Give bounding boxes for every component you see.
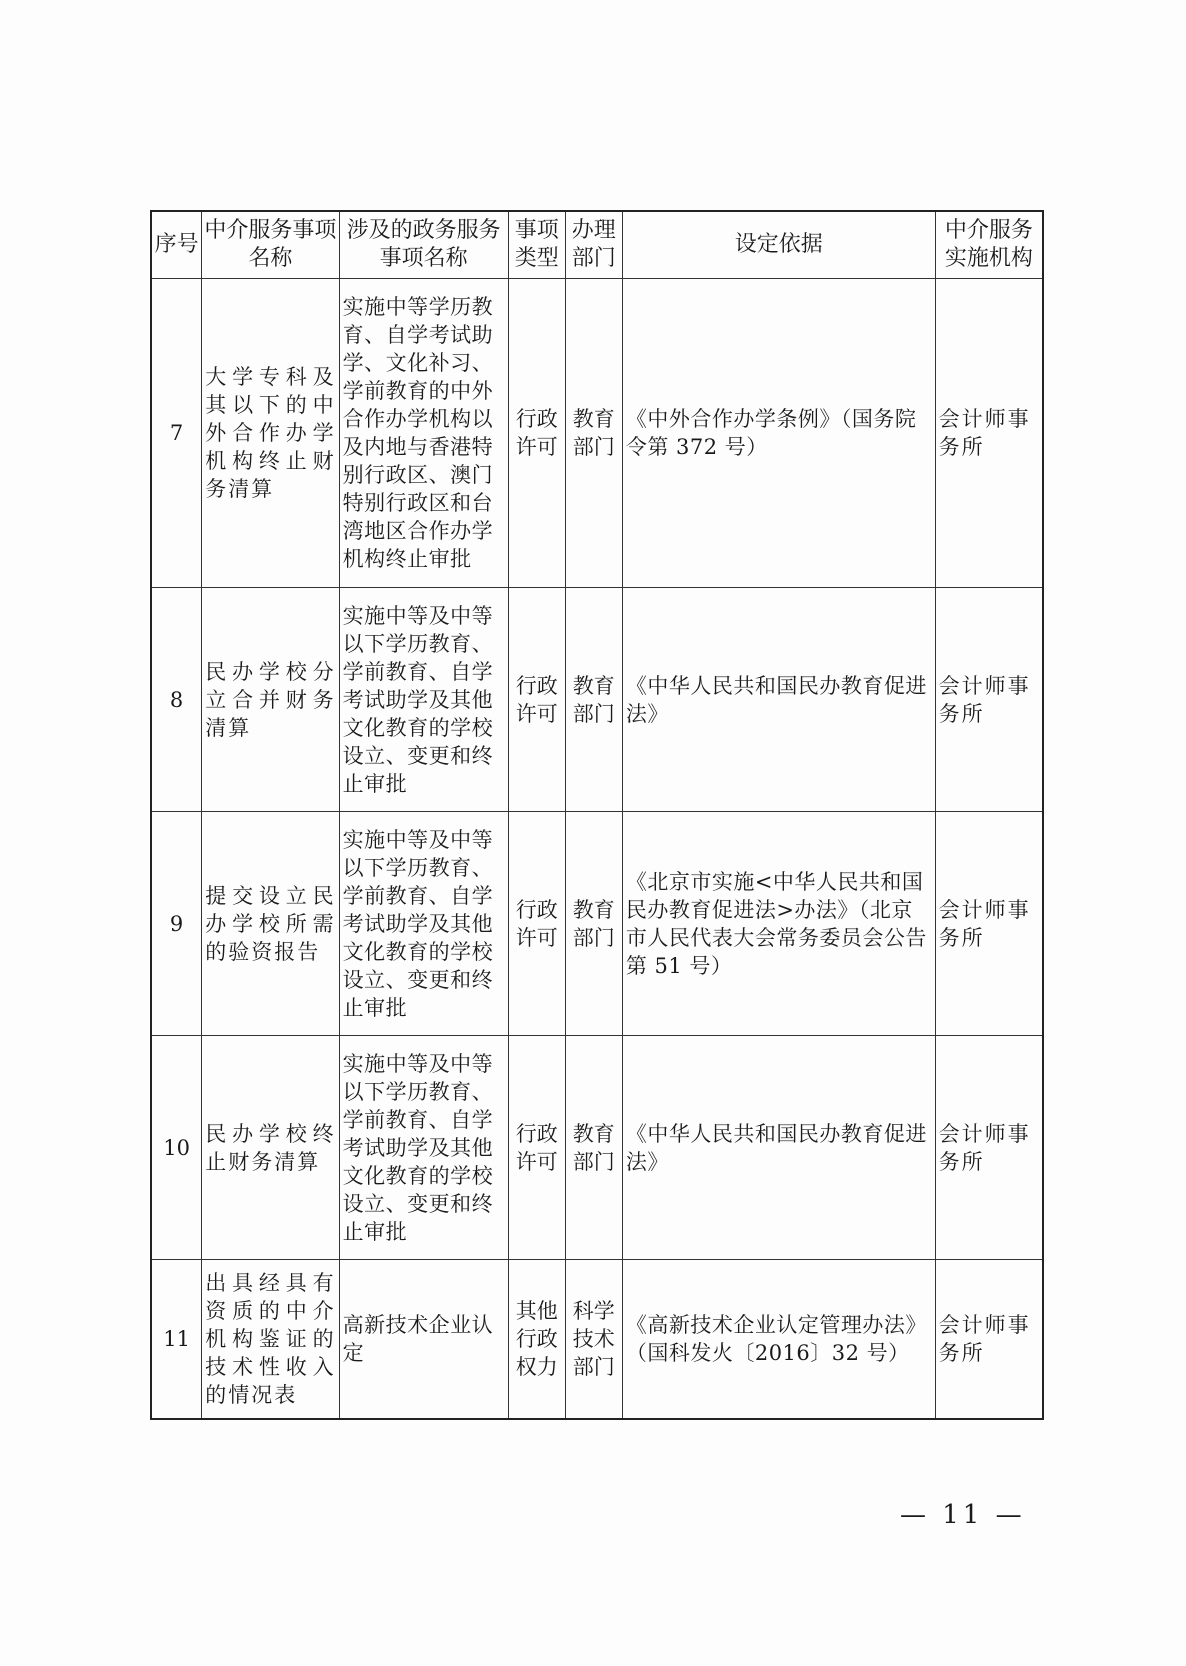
table-row (151, 279, 1043, 588)
cell-agency: 会计师事务所 (935, 812, 1043, 1036)
cell-agency: 会计师事务所 (935, 1036, 1043, 1260)
cell-service-name: 出具经具有资质的中介机构鉴证的技术性收入的情况表 (202, 1260, 339, 1420)
table-row (151, 1036, 1043, 1260)
header-item-type: 事项类型 (508, 211, 565, 279)
cell-department: 教育部门 (565, 812, 622, 1036)
cell-department: 科学技术部门 (565, 1260, 622, 1420)
cell-agency: 会计师事务所 (935, 279, 1043, 588)
cell-gov-service: 高新技术企业认定 (339, 1260, 508, 1420)
cell-item-type: 其他行政权力 (508, 1260, 565, 1420)
cell-gov-service: 实施中等及中等以下学历教育、学前教育、自学考试助学及其他文化教育的学校设立、变更和终止审批 (339, 588, 508, 812)
table-header-row (151, 211, 1043, 279)
cell-service-name: 提交设立民办学校所需的验资报告 (202, 812, 339, 1036)
cell-item-type: 行政许可 (508, 279, 565, 588)
cell-service-name: 民办学校终止财务清算 (202, 1036, 339, 1260)
cell-gov-service: 实施中等及中等以下学历教育、学前教育、自学考试助学及其他文化教育的学校设立、变更和终止审批 (339, 1036, 508, 1260)
cell-item-type: 行政许可 (508, 1036, 565, 1260)
page-number: — 11 — (900, 1500, 1026, 1530)
cell-seq: 8 (151, 588, 202, 812)
header-basis: 设定依据 (622, 211, 935, 279)
table-row (151, 812, 1043, 1036)
cell-service-name: 民办学校分立合并财务清算 (202, 588, 339, 812)
cell-agency: 会计师事务所 (935, 1260, 1043, 1420)
cell-seq: 9 (151, 812, 202, 1036)
cell-basis: 《中华人民共和国民办教育促进法》 (622, 1036, 935, 1260)
cell-department: 教育部门 (565, 279, 622, 588)
header-seq: 序号 (151, 211, 202, 279)
header-agency: 中介服务实施机构 (935, 211, 1043, 279)
cell-seq: 7 (151, 279, 202, 588)
header-department: 办理部门 (565, 211, 622, 279)
cell-gov-service: 实施中等及中等以下学历教育、学前教育、自学考试助学及其他文化教育的学校设立、变更和终止审批 (339, 812, 508, 1036)
cell-department: 教育部门 (565, 1036, 622, 1260)
table-row (151, 588, 1043, 812)
service-items-table (150, 210, 1044, 1420)
cell-agency: 会计师事务所 (935, 588, 1043, 812)
table-row (151, 1260, 1043, 1420)
cell-seq: 11 (151, 1260, 202, 1420)
header-service-name: 中介服务事项名称 (202, 211, 339, 279)
cell-basis: 《高新技术企业认定管理办法》（国科发火〔2016〕32 号） (622, 1260, 935, 1420)
cell-gov-service: 实施中等学历教育、自学考试助学、文化补习、学前教育的中外合作办学机构以及内地与香港特别行政区、澳门特别行政区和台湾地区合作办学机构终止审批 (339, 279, 508, 588)
cell-item-type: 行政许可 (508, 812, 565, 1036)
cell-department: 教育部门 (565, 588, 622, 812)
cell-service-name: 大学专科及其以下的中外合作办学机构终止财务清算 (202, 279, 339, 588)
header-gov-service: 涉及的政务服务事项名称 (339, 211, 508, 279)
cell-item-type: 行政许可 (508, 588, 565, 812)
cell-seq: 10 (151, 1036, 202, 1260)
cell-basis: 《北京市实施<中华人民共和国民办教育促进法>办法》（北京市人民代表大会常务委员会公告第 51 号） (622, 812, 935, 1036)
cell-basis: 《中外合作办学条例》（国务院令第 372 号） (622, 279, 935, 588)
cell-basis: 《中华人民共和国民办教育促进法》 (622, 588, 935, 812)
